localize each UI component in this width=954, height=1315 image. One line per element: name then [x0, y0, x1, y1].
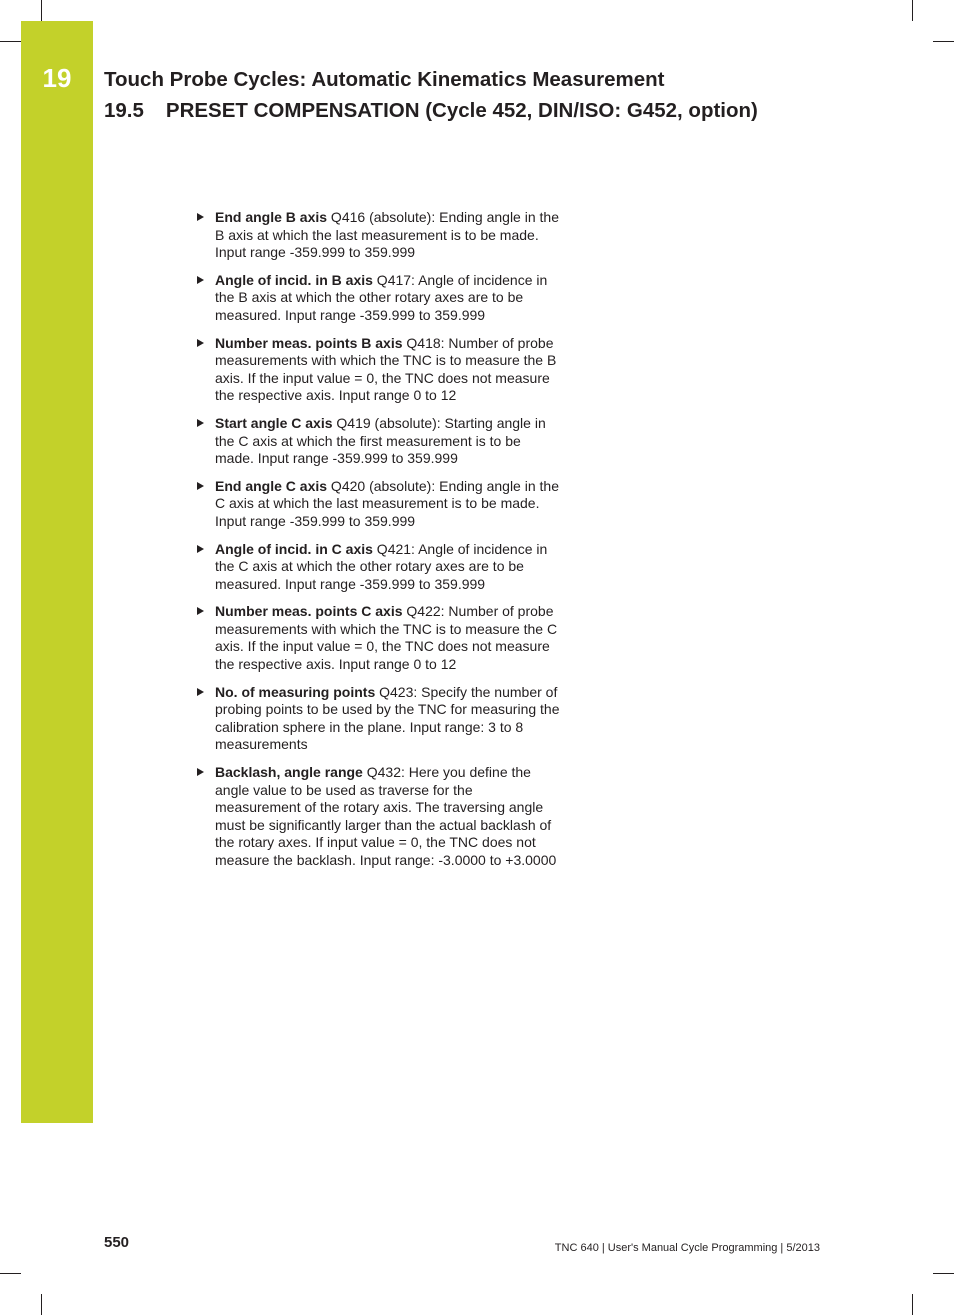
parameter-name: End angle B axis	[215, 209, 328, 225]
bullet-arrow-icon	[197, 545, 204, 553]
bullet-arrow-icon	[197, 768, 204, 776]
parameter-description: Q423: Specify the number of probing points to be used by the TNC for measuring the calibration sphere in the plane. Input range: 3 to 8 measurements	[215, 683, 560, 753]
parameter-description: Q418: Number of probe measurements with which the TNC is to measure the B axis. If the input value = 0, the TNC does not measure the respective axis. Input range 0 to 12	[215, 334, 557, 404]
bullet-arrow-icon	[197, 213, 204, 221]
chapter-number: 19	[42, 63, 72, 93]
parameter-description: Q422: Number of probe measurements with which the TNC is to measure the C axis. If the input value = 0, the TNC does not measure the respective axis. Input range 0 to 12	[215, 603, 558, 673]
bullet-arrow-icon	[197, 276, 204, 284]
crop-mark	[41, 0, 42, 21]
crop-mark	[0, 1273, 21, 1274]
list-item	[195, 272, 560, 325]
crop-mark	[0, 41, 21, 42]
parameter-name: End angle C axis	[215, 477, 328, 494]
chapter-sidebar-bar	[21, 21, 93, 1123]
crop-mark	[933, 41, 954, 42]
parameter-description: Q421: Angle of incidence in the C axis at which the other rotary axes are to be measured. Input range -359.999 to 359.999	[215, 540, 548, 592]
list-item	[195, 209, 560, 262]
list-item	[195, 415, 560, 468]
parameter-name: Angle of incid. in B axis	[215, 271, 373, 288]
bullet-arrow-icon	[197, 419, 204, 427]
list-item	[195, 541, 560, 594]
parameter-description: Q420 (absolute): Ending angle in the C axis at which the last measurement is to be made. Input range -359.999 to 359.999	[215, 477, 559, 529]
crop-mark	[41, 1294, 42, 1315]
parameter-list	[195, 209, 560, 880]
footer-text: TNC 640 | User's Manual Cycle Programming | 5/2013	[554, 1242, 820, 1254]
parameter-description: Q416 (absolute): Ending angle in the B axis at which the last measurement is to be made. Input range -359.999 to 359.999	[215, 209, 559, 261]
crop-mark	[912, 1294, 913, 1315]
list-item	[195, 684, 560, 754]
section-title	[104, 97, 758, 125]
parameter-name: Start angle C axis	[215, 414, 333, 431]
crop-mark	[933, 1273, 954, 1274]
crop-mark	[912, 0, 913, 21]
section-number: 19.5	[104, 99, 144, 122]
list-item	[195, 764, 560, 870]
parameter-description: Q417: Angle of incidence in the B axis at which the other rotary axes are to be measured. Input range -359.999 to 359.999	[215, 271, 548, 323]
section-title-text: PRESET COMPENSATION (Cycle 452, DIN/ISO: G452, option)	[165, 99, 758, 122]
bullet-arrow-icon	[197, 688, 204, 696]
parameter-name: Angle of incid. in C axis	[215, 540, 373, 557]
parameter-name: Backlash, angle range	[215, 764, 363, 781]
bullet-arrow-icon	[197, 339, 204, 347]
list-item	[195, 335, 560, 405]
parameter-name: No. of measuring points	[215, 683, 376, 700]
parameter-description: Q419 (absolute): Starting angle in the C axis at which the first measurement is to be made. Input range -359.999 to 359.999	[215, 414, 546, 467]
bullet-arrow-icon	[197, 482, 204, 490]
list-item	[195, 478, 560, 531]
bullet-arrow-icon	[197, 607, 204, 615]
parameter-name: Number meas. points B axis	[215, 334, 403, 351]
chapter-title: Touch Probe Cycles: Automatic Kinematics Measurement	[104, 68, 665, 91]
page-number: 550	[104, 1234, 130, 1251]
list-item	[195, 603, 560, 673]
parameter-description: Q432: Here you define the angle value to be used as traverse for the measurement of the rotary axis. The traversing angle must be significantly larger than the actual backlash of the rotary axes. If input value = 0, the TNC does not measure the backlash. Input range: -3.0000 to +3.0000	[215, 764, 557, 868]
parameter-name: Number meas. points C axis	[215, 603, 403, 620]
